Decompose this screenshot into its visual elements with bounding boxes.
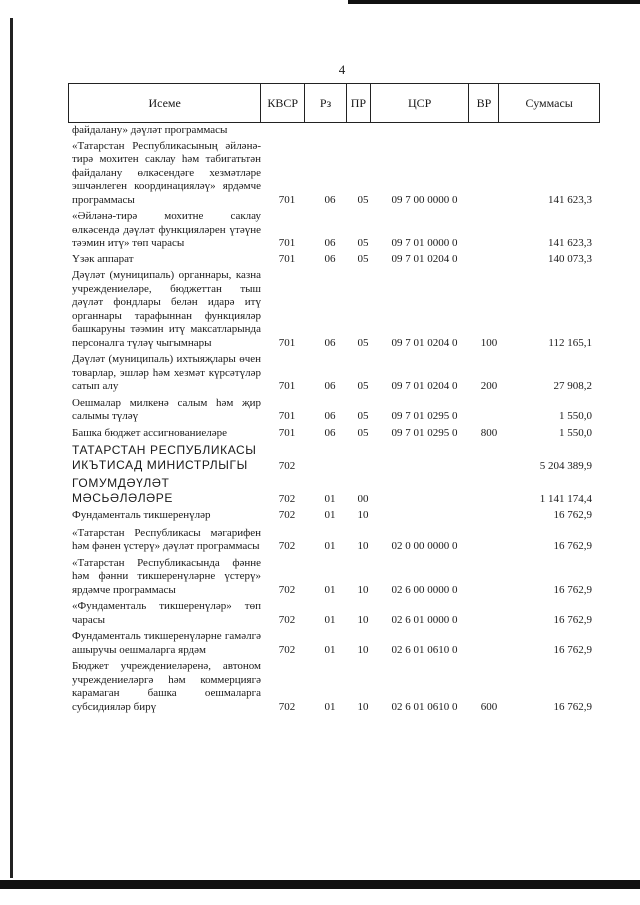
cell-pr: 05 bbox=[357, 193, 369, 206]
cell-name: Фундаменталь тикшеренүләрне гамәлгә ашыручы оешмаларга ярдәм bbox=[72, 630, 261, 656]
table-row bbox=[72, 660, 592, 714]
header-kvsr: КВСР bbox=[261, 84, 305, 122]
table-row-section bbox=[72, 476, 592, 506]
cell-kvsr: 702 bbox=[278, 459, 296, 472]
cell-csr: 09 7 00 0000 0 bbox=[391, 193, 458, 206]
table-row bbox=[72, 353, 592, 394]
cell-csr: 09 7 01 0000 0 bbox=[391, 237, 458, 249]
cell-name: «Татарстан Республикасы мәгарифен һәм фәнен үстерү» дәүләт программасы bbox=[72, 526, 261, 552]
cell-name: Дәүләт (муниципаль) органнары, казна учреждениеләре, бюджеттан тыш дәүләт фондлары белән идарә итү органнары тарафыннан функцияләр башкаруны тәэмин итү максатларында персоналга түләү чыгымнары bbox=[72, 269, 261, 349]
cell-vr: 800 bbox=[480, 426, 498, 439]
cell-rz: 01 bbox=[324, 583, 336, 596]
cell-sum: 112 165,1 bbox=[548, 336, 592, 349]
cell-sum: 16 762,9 bbox=[553, 509, 592, 521]
header-vr: ВР bbox=[469, 84, 499, 122]
cell-rz: 06 bbox=[324, 410, 336, 422]
cell-rz: 06 bbox=[324, 336, 336, 349]
cell-pr: 10 bbox=[357, 643, 369, 656]
table-row bbox=[72, 124, 592, 138]
cell-csr: 09 7 01 0204 0 bbox=[391, 336, 458, 349]
table-row bbox=[72, 140, 592, 208]
page-number: 4 bbox=[338, 62, 346, 77]
cell-kvsr: 701 bbox=[278, 193, 296, 206]
cell-kvsr: 702 bbox=[278, 700, 296, 713]
cell-sum: 141 623,3 bbox=[548, 237, 592, 249]
table-row bbox=[72, 253, 592, 267]
cell-kvsr: 702 bbox=[278, 613, 296, 626]
cell-pr: 05 bbox=[357, 380, 369, 392]
table-row bbox=[72, 397, 592, 424]
cell-sum: 140 073,3 bbox=[548, 252, 592, 265]
cell-name: ГОМУМДӘҮЛӘТ МӘСЬӘЛӘЛӘРЕ bbox=[72, 476, 174, 505]
cell-sum: 1 550,0 bbox=[559, 410, 592, 422]
cell-pr: 10 bbox=[357, 509, 369, 521]
cell-vr: 200 bbox=[480, 380, 498, 392]
cell-csr: 02 6 00 0000 0 bbox=[391, 583, 458, 596]
cell-vr: 100 bbox=[480, 336, 498, 349]
cell-name: «Әйләнә-тирә мохитне саклау өлкәсендә дәүләт функцияләрен үтәүне тәэмин итү» төп чарасы bbox=[72, 210, 261, 249]
cell-name: Башка бюджет ассигнованиеләре bbox=[72, 426, 227, 439]
cell-csr: 02 0 00 0000 0 bbox=[391, 540, 458, 552]
table-row bbox=[72, 630, 592, 657]
cell-sum: 1 141 174,4 bbox=[539, 492, 592, 505]
cell-pr: 05 bbox=[357, 426, 369, 439]
cell-kvsr: 702 bbox=[278, 643, 296, 656]
cell-pr: 05 bbox=[357, 336, 369, 349]
cell-rz: 06 bbox=[324, 193, 336, 206]
cell-rz: 06 bbox=[324, 252, 336, 265]
table-row-ministry bbox=[72, 443, 592, 473]
cell-name: Оешмалар милкенә салым һәм җир салымы түләү bbox=[72, 396, 261, 422]
table-row bbox=[72, 427, 592, 441]
cell-pr: 10 bbox=[357, 613, 369, 626]
header-name: Исеме bbox=[69, 84, 261, 122]
cell-rz: 06 bbox=[324, 426, 336, 439]
cell-kvsr: 701 bbox=[278, 252, 296, 265]
cell-rz: 01 bbox=[324, 700, 336, 713]
table-row bbox=[72, 557, 592, 598]
bottom-scan-bar bbox=[0, 880, 640, 889]
cell-pr: 05 bbox=[357, 237, 369, 249]
cell-rz: 06 bbox=[324, 380, 336, 392]
cell-rz: 06 bbox=[324, 237, 336, 249]
cell-pr: 10 bbox=[357, 583, 369, 596]
cell-pr: 05 bbox=[357, 410, 369, 422]
table-body bbox=[72, 124, 592, 714]
cell-kvsr: 702 bbox=[278, 540, 296, 552]
cell-sum: 27 908,2 bbox=[553, 380, 592, 392]
cell-csr: 02 6 01 0000 0 bbox=[391, 613, 458, 626]
cell-sum: 16 762,9 bbox=[553, 583, 592, 596]
header-rz: Рз bbox=[305, 84, 347, 122]
cell-name: файдалану» дәүләт программасы bbox=[72, 124, 228, 136]
cell-csr: 09 7 01 0204 0 bbox=[391, 380, 458, 392]
cell-kvsr: 701 bbox=[278, 336, 296, 349]
table-header bbox=[68, 83, 600, 123]
cell-csr: 02 6 01 0610 0 bbox=[391, 643, 458, 656]
cell-sum: 141 623,3 bbox=[548, 193, 592, 206]
top-edge-mark bbox=[348, 0, 640, 4]
cell-kvsr: 702 bbox=[278, 492, 296, 505]
cell-sum: 16 762,9 bbox=[553, 643, 592, 656]
cell-rz: 01 bbox=[324, 613, 336, 626]
cell-vr: 600 bbox=[480, 700, 498, 713]
left-scan-border bbox=[10, 18, 13, 878]
cell-sum: 5 204 389,9 bbox=[539, 459, 592, 472]
cell-rz: 01 bbox=[324, 540, 336, 552]
cell-sum: 16 762,9 bbox=[553, 700, 592, 713]
cell-kvsr: 702 bbox=[278, 583, 296, 596]
cell-csr: 09 7 01 0204 0 bbox=[391, 252, 458, 265]
cell-kvsr: 701 bbox=[278, 426, 296, 439]
cell-csr: 02 6 01 0610 0 bbox=[391, 700, 458, 713]
cell-sum: 16 762,9 bbox=[553, 613, 592, 626]
table-row bbox=[72, 210, 592, 251]
table-row bbox=[72, 600, 592, 627]
cell-name: «Фундаменталь тикшеренүләр» төп чарасы bbox=[72, 600, 261, 626]
cell-kvsr: 701 bbox=[278, 237, 296, 249]
cell-rz: 01 bbox=[324, 643, 336, 656]
header-csr: ЦСР bbox=[371, 84, 470, 122]
header-sum: Суммасы bbox=[525, 95, 573, 110]
cell-rz: 01 bbox=[324, 509, 336, 521]
cell-csr: 09 7 01 0295 0 bbox=[391, 410, 458, 422]
table-row bbox=[72, 509, 592, 523]
cell-kvsr: 701 bbox=[278, 380, 296, 392]
cell-csr: 09 7 01 0295 0 bbox=[391, 426, 458, 439]
table-row bbox=[72, 527, 592, 554]
cell-sum: 1 550,0 bbox=[559, 426, 592, 439]
cell-pr: 10 bbox=[357, 540, 369, 552]
cell-kvsr: 701 bbox=[278, 410, 296, 422]
cell-sum: 16 762,9 bbox=[553, 540, 592, 552]
cell-name: «Татарстан Республикасында фәнне һәм фәнни тикшеренүләрне үстерү» ярдәмче программасы bbox=[72, 556, 261, 596]
cell-name: Фундаменталь тикшеренүләр bbox=[72, 509, 211, 521]
cell-name: Үзәк аппарат bbox=[72, 252, 134, 265]
header-pr: ПР bbox=[347, 84, 371, 122]
cell-name: «Татарстан Республикасының әйләнә-тирә мохитен саклау һәм табигатьтән файдалану өлкәсендәге хезмәтләре эшчәнлеген координацияләү» ярдәмче программасы bbox=[72, 139, 261, 206]
cell-kvsr: 702 bbox=[278, 509, 296, 521]
cell-pr: 05 bbox=[357, 252, 369, 265]
table-row bbox=[72, 269, 592, 350]
cell-name: Дәүләт (муниципаль) ихтыяҗлары өчен товарлар, эшләр һәм хезмәт күрсәтүләр сатып алу bbox=[72, 353, 261, 392]
cell-pr: 10 bbox=[357, 700, 369, 713]
cell-rz: 01 bbox=[324, 492, 336, 505]
cell-name: Бюджет учреждениеләренә, автоном учреждениеләргә һәм коммерциягә карамаган башка оешмаларга субсидияләр бирү bbox=[72, 660, 261, 713]
cell-name: ТАТАРСТАН РЕСПУБЛИКАСЫ ИКЪТИСАД МИНИСТРЛЫГЫ bbox=[72, 443, 257, 472]
cell-pr: 00 bbox=[357, 492, 369, 505]
